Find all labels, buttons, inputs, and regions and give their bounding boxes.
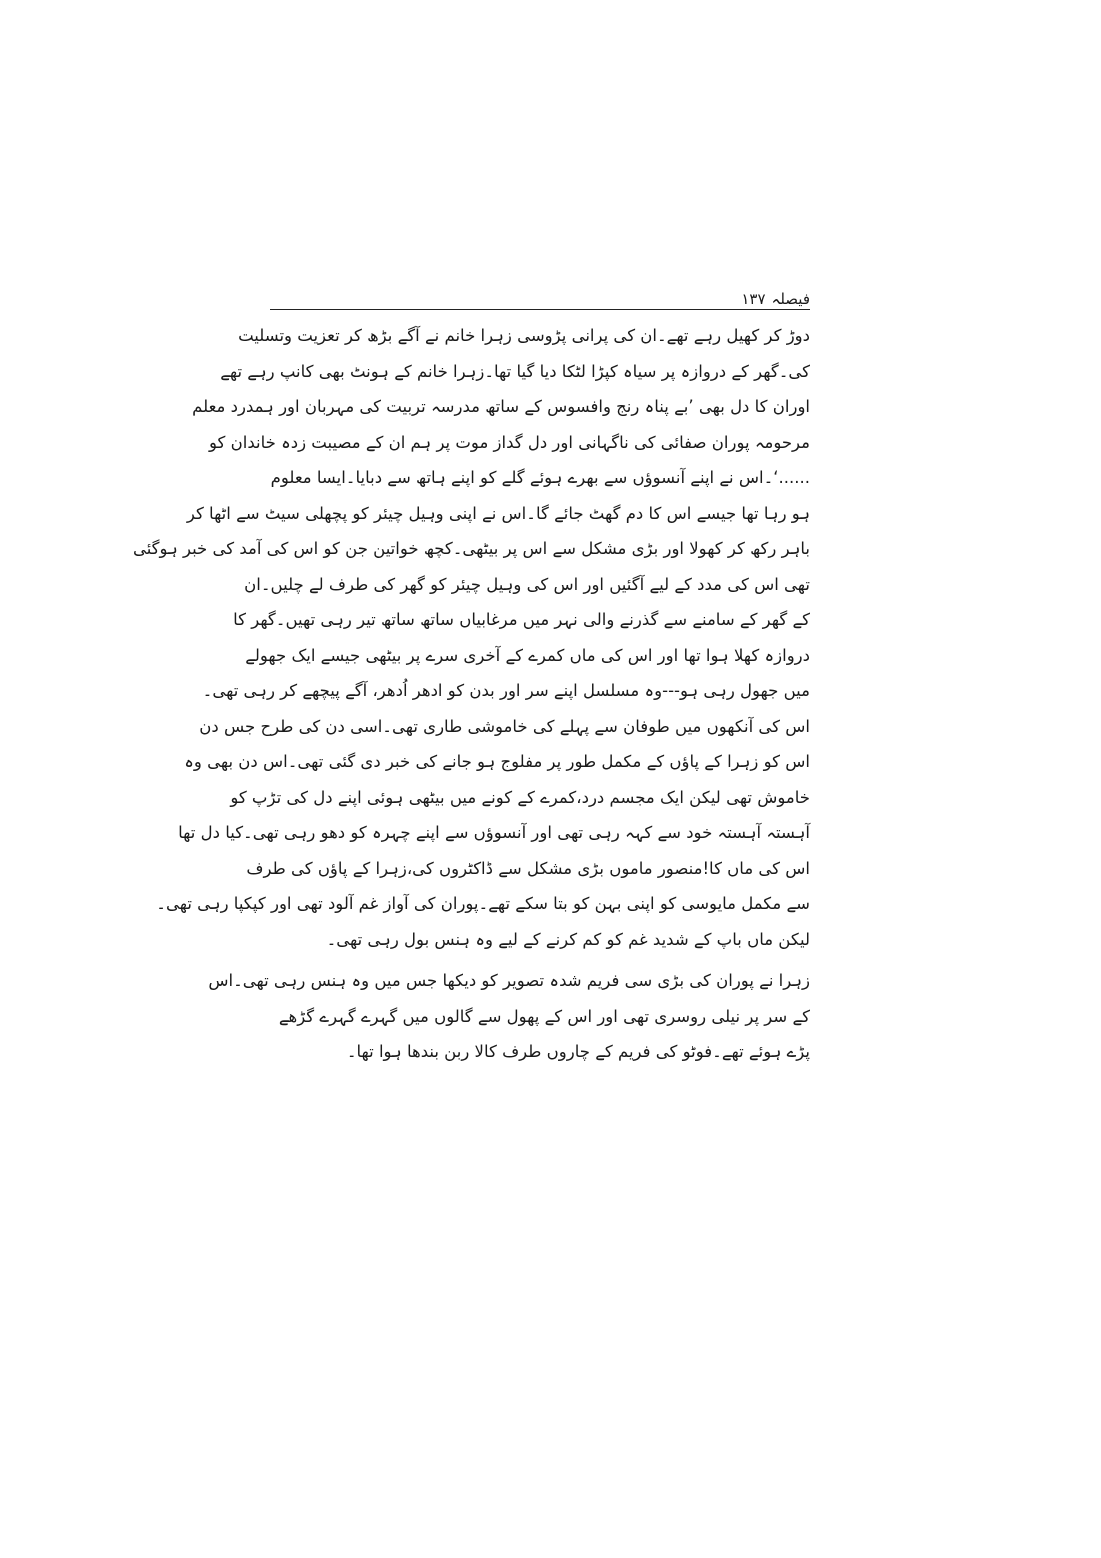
- text-line: خاموش تھی لیکن ایک مجسم درد،کمرے کے کونے میں بیٹھی ہوئی اپنے دل کی تڑپ کو: [230, 787, 810, 807]
- header-rule: [270, 309, 810, 310]
- text-line: میں جھول رہی ہو---وہ مسلسل اپنے سر اور بدن کو ادھر اُدھر، آگے پیچھے کر رہی تھی۔: [202, 681, 810, 700]
- text-line: باہر رکھ کر کھولا اور بڑی مشکل سے اس پر بیٹھی۔کچھ خواتین جن کو اس کی آمد کی خبر ہوگئی: [132, 539, 810, 558]
- paragraph-2: [208, 963, 810, 1070]
- text-line: تھی اس کی مدد کے لیے آگئیں اور اس کی وہیل چیئر کو گھر کی طرف لے چلیں۔ان: [244, 574, 810, 594]
- text-line: کے سر پر نیلی روسری تھی اور اس کے پھول سے گالوں میں گہرے گہرے گڑھے: [278, 1006, 810, 1026]
- body-text: [132, 318, 810, 1070]
- text-line: دروازہ کھلا ہوا تھا اور اس کی ماں کمرے کے آخری سرے پر بیٹھی جیسے ایک جھولے: [245, 645, 810, 665]
- text-line: اس کی آنکھوں میں طوفان سے پہلے کی خاموشی طاری تھی۔اسی دن کی طرح جس دن: [199, 716, 810, 736]
- text-line: اوران کا دل بھی ’بے پناہ رنج وافسوس کے ساتھ مدرسہ تربیت کی مہربان اور ہمدرد معلم: [192, 397, 810, 416]
- text-line: کی۔گھر کے دروازہ پر سیاہ کپڑا لٹکا دیا گیا تھا۔زہرا خانم کے ہونٹ بھی کانپ رہے تھے: [220, 361, 810, 381]
- text-line: ......‘۔اس نے اپنے آنسوؤں سے بھرے ہوئے گلے کو اپنے ہاتھ سے دبایا۔ایسا معلوم: [270, 468, 810, 487]
- text-line: ہو رہا تھا جیسے اس کا دم گھٹ جائے گا۔اس نے اپنی وہیل چیئر کو پچھلی سیٹ سے اٹھا کر: [186, 503, 810, 523]
- text-line: آہستہ آہستہ خود سے کہہ رہی تھی اور آنسوؤں سے اپنے چہرہ کو دھو رہی تھی۔کیا دل تھا: [178, 823, 810, 842]
- text-line: زہرا نے پوران کی بڑی سی فریم شدہ تصویر کو دیکھا جس میں وہ ہنس رہی تھی۔اس: [208, 971, 810, 990]
- page-number: ۱۳۷: [741, 290, 766, 308]
- text-line: اس کو زہرا کے پاؤں کے مکمل طور پر مفلوج ہو جانے کی خبر دی گئی تھی۔اس دن بھی وہ: [184, 752, 810, 771]
- paragraph-1: [132, 318, 810, 957]
- text-line: لیکن ماں باپ کے شدید غم کو کم کرنے کے لیے وہ ہنس بول رہی تھی۔: [326, 929, 810, 949]
- text-line: پڑے ہوئے تھے۔فوٹو کی فریم کے چاروں طرف کالا ربن بندھا ہوا تھا۔: [346, 1042, 810, 1061]
- text-line: سے مکمل مایوسی کو اپنی بہن کو بتا سکے تھے۔پوران کی آواز غم آلود تھی اور کپکپا رہی تھی۔: [156, 894, 810, 913]
- book-title: فیصلہ: [771, 290, 810, 308]
- text-line: دوڑ کر کھیل رہے تھے۔ان کی پرانی پڑوسی زہرا خانم نے آگے بڑھ کر تعزیت وتسلیت: [238, 326, 810, 345]
- text-line: اس کی ماں کا!منصور ماموں بڑی مشکل سے ڈاکٹروں کی،زہرا کے پاؤں کی طرف: [246, 858, 810, 878]
- text-line: کے گھر کے سامنے سے گذرنے والی نہر میں مرغابیاں ساتھ ساتھ تیر رہی تھیں۔گھر کا: [233, 610, 810, 629]
- text-line: مرحومہ پوران صفائی کی ناگہانی اور دل گداز موت پر ہم ان کے مصیبت زدہ خاندان کو: [209, 432, 810, 452]
- page-header: [270, 282, 810, 308]
